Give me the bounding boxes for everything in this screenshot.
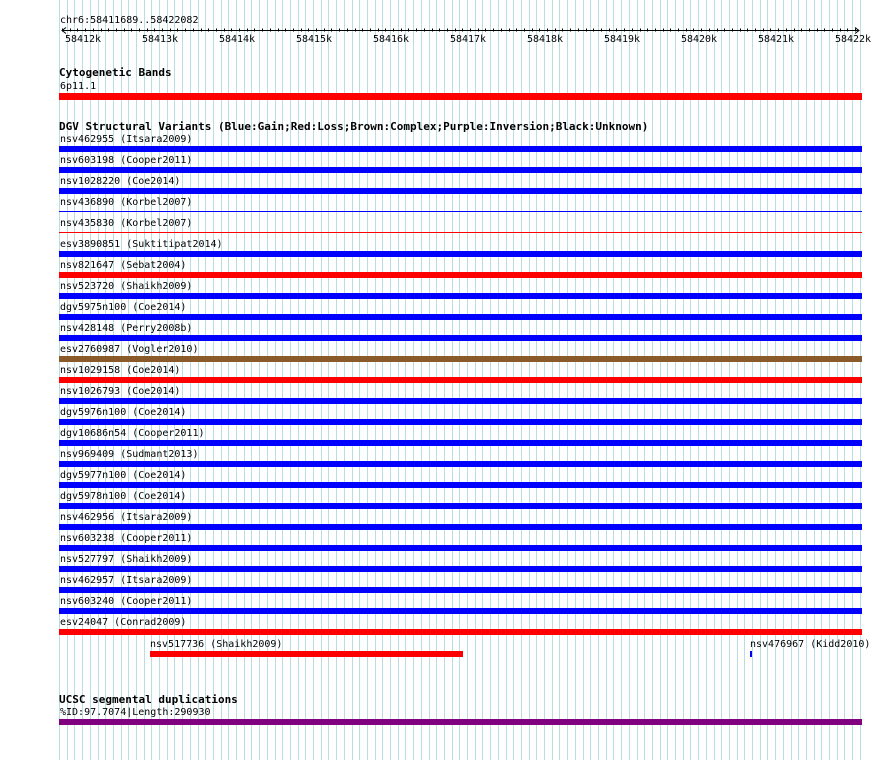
dgv-feature-bar[interactable] bbox=[59, 314, 862, 320]
dgv-feature-bar[interactable] bbox=[59, 398, 862, 404]
dgv-feature-label: esv3890851 (Suktitipat2014) bbox=[60, 239, 223, 250]
dgv-feature-label: dgv5978n100 (Coe2014) bbox=[60, 491, 187, 502]
dgv-feature-label: dgv5976n100 (Coe2014) bbox=[60, 407, 187, 418]
dgv-feature-bar[interactable] bbox=[59, 356, 862, 362]
ruler-tick-label: 58420k bbox=[680, 34, 718, 45]
ruler-tick-label: 58416k bbox=[372, 34, 410, 45]
dgv-feature-label: nsv603198 (Cooper2011) bbox=[60, 155, 193, 166]
dgv-feature-bar[interactable] bbox=[59, 377, 862, 383]
dgv-feature-bar[interactable] bbox=[59, 335, 862, 341]
dgv-feature-bar[interactable] bbox=[59, 146, 862, 152]
ruler-tick-label: 58421k bbox=[757, 34, 795, 45]
dgv-feature-label: dgv5977n100 (Coe2014) bbox=[60, 470, 187, 481]
dgv-feature-label: nsv603238 (Cooper2011) bbox=[60, 533, 193, 544]
ruler-tick-label: 58418k bbox=[526, 34, 564, 45]
dgv-feature-bar[interactable] bbox=[59, 188, 862, 194]
dgv-feature-bar[interactable] bbox=[59, 272, 862, 278]
ruler-tick-label: 58422k bbox=[834, 34, 872, 45]
dgv-feature-label: nsv523720 (Shaikh2009) bbox=[60, 281, 193, 292]
dgv-feature-bar[interactable] bbox=[59, 419, 862, 425]
dgv-feature-bar[interactable] bbox=[59, 629, 862, 635]
dgv-feature-bar[interactable] bbox=[59, 503, 862, 509]
dgv-feature-label: nsv428148 (Perry2008b) bbox=[60, 323, 193, 334]
ruler-tick-label: 58413k bbox=[141, 34, 179, 45]
dgv-feature-label: nsv969409 (Sudmant2013) bbox=[60, 449, 199, 460]
segdups-track-title: UCSC segmental duplications bbox=[59, 693, 238, 706]
ruler-tick-label: 58414k bbox=[218, 34, 256, 45]
dgv-feature-bar[interactable] bbox=[59, 232, 862, 233]
dgv-feature-label: nsv436890 (Korbel2007) bbox=[60, 197, 193, 208]
cytoband-label: 6p11.1 bbox=[60, 81, 97, 92]
cytobands-track-title: Cytogenetic Bands bbox=[59, 66, 172, 79]
dgv-feature-label: nsv462955 (Itsara2009) bbox=[60, 134, 193, 145]
ruler-tick-label: 58412k bbox=[64, 34, 102, 45]
dgv-feature-bar[interactable] bbox=[59, 440, 862, 446]
ruler-tick-label: 58419k bbox=[603, 34, 641, 45]
dgv-feature-label: nsv462956 (Itsara2009) bbox=[60, 512, 193, 523]
dgv-feature-label: nsv1026793 (Coe2014) bbox=[60, 386, 181, 397]
dgv-feature-label: nsv517736 (Shaikh2009) bbox=[150, 639, 283, 650]
dgv-feature-label: dgv5975n100 (Coe2014) bbox=[60, 302, 187, 313]
ruler-tick-label: 58417k bbox=[449, 34, 487, 45]
dgv-feature-bar[interactable] bbox=[59, 545, 862, 551]
dgv-feature-bar[interactable] bbox=[59, 167, 862, 173]
cytoband-bar[interactable] bbox=[59, 93, 862, 100]
ruler-axis bbox=[0, 0, 890, 60]
locus-label: chr6:58411689..58422082 bbox=[60, 15, 199, 26]
dgv-feature-bar[interactable] bbox=[59, 211, 862, 212]
dgv-feature-label: nsv1028220 (Coe2014) bbox=[60, 176, 181, 187]
dgv-feature-label: nsv821647 (Sebat2004) bbox=[60, 260, 187, 271]
dgv-feature-bar[interactable] bbox=[59, 524, 862, 530]
dgv-feature-bar[interactable] bbox=[59, 482, 862, 488]
dgv-feature-bar[interactable] bbox=[750, 651, 752, 657]
dgv-feature-bar[interactable] bbox=[59, 566, 862, 572]
dgv-feature-label: dgv10686n54 (Cooper2011) bbox=[60, 428, 205, 439]
dgv-feature-bar[interactable] bbox=[59, 461, 862, 467]
ruler-tick-label: 58415k bbox=[295, 34, 333, 45]
dgv-feature-bar[interactable] bbox=[59, 587, 862, 593]
dgv-feature-label: esv24047 (Conrad2009) bbox=[60, 617, 187, 628]
dgv-feature-bar[interactable] bbox=[59, 293, 862, 299]
segdup-bar[interactable] bbox=[59, 719, 862, 725]
dgv-feature-label: nsv462957 (Itsara2009) bbox=[60, 575, 193, 586]
dgv-feature-bar[interactable] bbox=[59, 251, 862, 257]
dgv-feature-bar[interactable] bbox=[150, 651, 463, 657]
dgv-track-title: DGV Structural Variants (Blue:Gain;Red:Loss;Brown:Complex;Purple:Inversion;Black:Unknown) bbox=[59, 120, 649, 133]
dgv-feature-label: nsv435830 (Korbel2007) bbox=[60, 218, 193, 229]
dgv-feature-label: nsv1029158 (Coe2014) bbox=[60, 365, 181, 376]
dgv-feature-bar[interactable] bbox=[59, 608, 862, 614]
dgv-feature-label: esv2760987 (Vogler2010) bbox=[60, 344, 199, 355]
dgv-feature-label: nsv476967 (Kidd2010) bbox=[750, 639, 871, 650]
segdup-label: %ID:97.7074|Length:290930 bbox=[60, 707, 211, 718]
dgv-feature-label: nsv603240 (Cooper2011) bbox=[60, 596, 193, 607]
dgv-feature-label: nsv527797 (Shaikh2009) bbox=[60, 554, 193, 565]
